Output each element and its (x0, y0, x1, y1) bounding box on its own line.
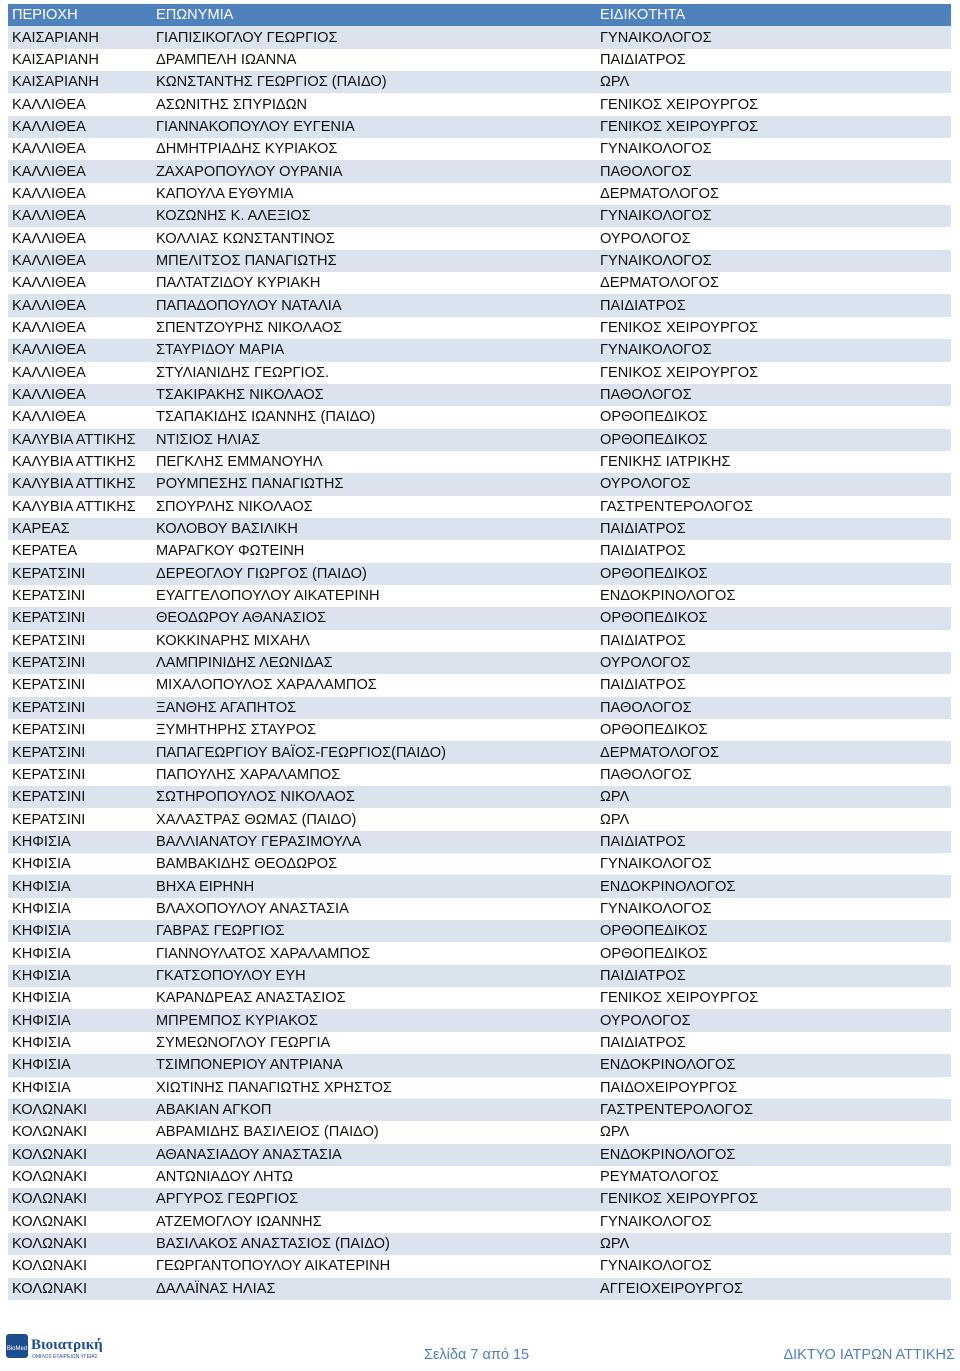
cell-name: ΘΕΟΔΩΡΟΥ ΑΘΑΝΑΣΙΟΣ (152, 607, 596, 629)
cell-name: ΜΙΧΑΛΟΠΟΥΛΟΣ ΧΑΡΑΛΑΜΠΟΣ (152, 674, 596, 696)
cell-area: ΚΕΡΑΤΣΙΝΙ (8, 563, 152, 585)
network-label: ΔΙΚΤΥΟ ΙΑΤΡΩΝ ΑΤΤΙΚΗΣ (783, 1347, 955, 1363)
table-row (8, 697, 951, 719)
cell-specialty: ΟΡΘΟΠΕΔΙΚΟΣ (596, 942, 951, 964)
cell-name: ΒΛΑΧΟΠΟΥΛΟΥ ΑΝΑΣΤΑΣΙΑ (152, 898, 596, 920)
table-row (8, 473, 951, 495)
cell-area: ΚΑΙΣΑΡΙΑΝΗ (8, 71, 152, 93)
cell-area: ΚΕΡΑΤΣΙΝΙ (8, 630, 152, 652)
cell-area: ΚΑΛΥΒΙΑ ΑΤΤΙΚΗΣ (8, 451, 152, 473)
table-row (8, 339, 951, 361)
cell-area: ΚΗΦΙΣΙΑ (8, 1077, 152, 1099)
table-row (8, 831, 951, 853)
cell-name: ΓΙΑΝΝΟΥΛΑΤΟΣ ΧΑΡΑΛΑΜΠΟΣ (152, 942, 596, 964)
cell-name: ΚΑΡΑΝΔΡΕΑΣ ΑΝΑΣΤΑΣΙΟΣ (152, 987, 596, 1009)
cell-name: ΧΑΛΑΣΤΡΑΣ ΘΩΜΑΣ (ΠΑΙΔΟ) (152, 808, 596, 830)
cell-specialty: ΓΑΣΤΡΕΝΤΕΡΟΛΟΓΟΣ (596, 1099, 951, 1121)
cell-specialty: ΓΕΝΙΚΟΣ ΧΕΙΡΟΥΡΓΟΣ (596, 317, 951, 339)
cell-name: ΒΑΜΒΑΚΙΔΗΣ ΘΕΟΔΩΡΟΣ (152, 853, 596, 875)
cell-area: ΚΕΡΑΤΣΙΝΙ (8, 786, 152, 808)
cell-specialty: ΠΑΙΔΙΑΤΡΟΣ (596, 49, 951, 71)
cell-area: ΚΟΛΩΝΑΚΙ (8, 1278, 152, 1300)
cell-area: ΚΑΛΛΙΘΕΑ (8, 362, 152, 384)
cell-name: ΣΩΤΗΡΟΠΟΥΛΟΣ ΝΙΚΟΛΑΟΣ (152, 786, 596, 808)
logo-mark-text: BioMed (6, 1346, 28, 1352)
cell-name: ΜΠΕΛΙΤΣΟΣ ΠΑΝΑΓΙΩΤΗΣ (152, 250, 596, 272)
table-row (8, 630, 951, 652)
cell-specialty: ΩΡΛ (596, 1121, 951, 1143)
table-row (8, 1144, 951, 1166)
cell-name: ΣΠΕΝΤΖΟΥΡΗΣ ΝΙΚΟΛΑΟΣ (152, 317, 596, 339)
table-row (8, 1077, 951, 1099)
logo-text: Βιοιατρική (31, 1337, 103, 1353)
cell-name: ΤΣΙΜΠΟΝΕΡΙΟΥ ΑΝΤΡΙΑΝΑ (152, 1054, 596, 1076)
doctor-directory-table (8, 4, 951, 1300)
cell-area: ΚΗΦΙΣΙΑ (8, 1054, 152, 1076)
cell-area: ΚΟΛΩΝΑΚΙ (8, 1233, 152, 1255)
cell-specialty: ΠΑΙΔΙΑΤΡΟΣ (596, 294, 951, 316)
cell-name: ΠΕΓΚΛΗΣ ΕΜΜΑΝΟΥΗΛ (152, 451, 596, 473)
cell-name: ΣΠΟΥΡΛΗΣ ΝΙΚΟΛΑΟΣ (152, 496, 596, 518)
cell-specialty: ΠΑΘΟΛΟΓΟΣ (596, 384, 951, 406)
cell-specialty: ΠΑΙΔΟΧΕΙΡΟΥΡΓΟΣ (596, 1077, 951, 1099)
header-specialty: ΕΙΔΙΚΟΤΗΤΑ (596, 4, 951, 26)
table-row (8, 1233, 951, 1255)
table-row (8, 294, 951, 316)
table-row (8, 585, 951, 607)
cell-name: ΒΗΧΑ ΕΙΡΗΝΗ (152, 875, 596, 897)
cell-name: ΞΥΜΗΤΗΡΗΣ ΣΤΑΥΡΟΣ (152, 719, 596, 741)
table-row (8, 652, 951, 674)
cell-area: ΚΕΡΑΤΣΙΝΙ (8, 585, 152, 607)
cell-area: ΚΑΙΣΑΡΙΑΝΗ (8, 26, 152, 48)
table-row (8, 518, 951, 540)
table-row (8, 317, 951, 339)
cell-specialty: ΠΑΙΔΙΑΤΡΟΣ (596, 630, 951, 652)
cell-name: ΣΤΥΛΙΑΝΙΔΗΣ ΓΕΩΡΓΙΟΣ. (152, 362, 596, 384)
cell-specialty: ΟΡΘΟΠΕΔΙΚΟΣ (596, 607, 951, 629)
table-row (8, 1255, 951, 1277)
cell-name: ΓΙΑΝΝΑΚΟΠΟΥΛΟΥ ΕΥΓΕΝΙΑ (152, 116, 596, 138)
cell-area: ΚΑΛΛΙΘΕΑ (8, 227, 152, 249)
table-row (8, 1166, 951, 1188)
cell-name: ΕΥΑΓΓΕΛΟΠΟΥΛΟΥ ΑΙΚΑΤΕΡΙΝΗ (152, 585, 596, 607)
cell-specialty: ΠΑΙΔΙΑΤΡΟΣ (596, 674, 951, 696)
cell-area: ΚΗΦΙΣΙΑ (8, 898, 152, 920)
table-body (8, 26, 951, 1300)
cell-specialty: ΓΥΝΑΙΚΟΛΟΓΟΣ (596, 138, 951, 160)
cell-specialty: ΩΡΛ (596, 71, 951, 93)
cell-specialty: ΓΥΝΑΙΚΟΛΟΓΟΣ (596, 898, 951, 920)
cell-name: ΚΟΚΚΙΝΑΡΗΣ ΜΙΧΑΗΛ (152, 630, 596, 652)
cell-name: ΑΝΤΩΝΙΑΔΟΥ ΛΗΤΩ (152, 1166, 596, 1188)
cell-name: ΠΑΠΑΔΟΠΟΥΛΟΥ ΝΑΤΑΛΙΑ (152, 294, 596, 316)
cell-area: ΚΑΛΛΙΘΕΑ (8, 160, 152, 182)
header-name: ΕΠΩΝΥΜΙΑ (152, 4, 596, 26)
cell-name: ΡΟΥΜΠΕΣΗΣ ΠΑΝΑΓΙΩΤΗΣ (152, 473, 596, 495)
cell-name: ΚΑΠΟΥΛΑ ΕΥΘΥΜΙΑ (152, 183, 596, 205)
cell-name: ΒΑΣΙΛΑΚΟΣ ΑΝΑΣΤΑΣΙΟΣ (ΠΑΙΔΟ) (152, 1233, 596, 1255)
cell-specialty: ΕΝΔΟΚΡΙΝΟΛΟΓΟΣ (596, 1054, 951, 1076)
cell-specialty: ΟΡΘΟΠΕΔΙΚΟΣ (596, 429, 951, 451)
cell-area: ΚΑΛΛΙΘΕΑ (8, 339, 152, 361)
table-row (8, 1278, 951, 1300)
table-row (8, 764, 951, 786)
table-row (8, 205, 951, 227)
cell-area: ΚΗΦΙΣΙΑ (8, 942, 152, 964)
cell-area: ΚΕΡΑΤΣΙΝΙ (8, 652, 152, 674)
cell-name: ΑΒΡΑΜΙΔΗΣ ΒΑΣΙΛΕΙΟΣ (ΠΑΙΔΟ) (152, 1121, 596, 1143)
table-row (8, 540, 951, 562)
cell-area: ΚΟΛΩΝΑΚΙ (8, 1188, 152, 1210)
table-row (8, 674, 951, 696)
table-row (8, 384, 951, 406)
table-row (8, 429, 951, 451)
table-row (8, 563, 951, 585)
cell-specialty: ΠΑΘΟΛΟΓΟΣ (596, 697, 951, 719)
cell-specialty: ΔΕΡΜΑΤΟΛΟΓΟΣ (596, 272, 951, 294)
cell-specialty: ΠΑΙΔΙΑΤΡΟΣ (596, 540, 951, 562)
table-row (8, 93, 951, 115)
table-row (8, 116, 951, 138)
cell-specialty: ΓΥΝΑΙΚΟΛΟΓΟΣ (596, 26, 951, 48)
table-row (8, 719, 951, 741)
cell-area: ΚΟΛΩΝΑΚΙ (8, 1255, 152, 1277)
cell-specialty: ΩΡΛ (596, 808, 951, 830)
cell-area: ΚΕΡΑΤΣΙΝΙ (8, 808, 152, 830)
cell-name: ΚΟΛΛΙΑΣ ΚΩΝΣΤΑΝΤΙΝΟΣ (152, 227, 596, 249)
cell-specialty: ΩΡΛ (596, 1233, 951, 1255)
cell-name: ΠΑΛΤΑΤΖΙΔΟΥ ΚΥΡΙΑΚΗ (152, 272, 596, 294)
table-row (8, 1099, 951, 1121)
cell-name: ΓΚΑΤΣΟΠΟΥΛΟΥ ΕΥΗ (152, 965, 596, 987)
cell-specialty: ΟΥΡΟΛΟΓΟΣ (596, 1009, 951, 1031)
cell-area: ΚΟΛΩΝΑΚΙ (8, 1211, 152, 1233)
cell-area: ΚΑΛΛΙΘΕΑ (8, 384, 152, 406)
cell-name: ΤΣΑΚΙΡΑΚΗΣ ΝΙΚΟΛΑΟΣ (152, 384, 596, 406)
cell-area: ΚΑΛΛΙΘΕΑ (8, 406, 152, 428)
cell-specialty: ΡΕΥΜΑΤΟΛΟΓΟΣ (596, 1166, 951, 1188)
table-row (8, 272, 951, 294)
bioiatriki-logo (4, 1328, 104, 1366)
cell-specialty: ΠΑΙΔΙΑΤΡΟΣ (596, 1032, 951, 1054)
cell-name: ΣΤΑΥΡΙΔΟΥ ΜΑΡΙΑ (152, 339, 596, 361)
cell-name: ΛΑΜΠΡΙΝΙΔΗΣ ΛΕΩΝΙΔΑΣ (152, 652, 596, 674)
cell-specialty: ΓΥΝΑΙΚΟΛΟΓΟΣ (596, 250, 951, 272)
table-row (8, 853, 951, 875)
cell-area: ΚΑΛΛΙΘΕΑ (8, 205, 152, 227)
cell-area: ΚΗΦΙΣΙΑ (8, 853, 152, 875)
table-row (8, 607, 951, 629)
cell-specialty: ΟΡΘΟΠΕΔΙΚΟΣ (596, 563, 951, 585)
cell-area: ΚΕΡΑΤΣΙΝΙ (8, 764, 152, 786)
cell-specialty: ΓΥΝΑΙΚΟΛΟΓΟΣ (596, 1211, 951, 1233)
cell-specialty: ΟΥΡΟΛΟΓΟΣ (596, 227, 951, 249)
cell-specialty: ΕΝΔΟΚΡΙΝΟΛΟΓΟΣ (596, 1144, 951, 1166)
cell-name: ΔΑΛΑΪΝΑΣ ΗΛΙΑΣ (152, 1278, 596, 1300)
cell-name: ΠΑΠΑΓΕΩΡΓΙΟΥ ΒΑΪΟΣ-ΓΕΩΡΓΙΟΣ(ΠΑΙΔΟ) (152, 741, 596, 763)
cell-area: ΚΑΛΛΙΘΕΑ (8, 250, 152, 272)
table-row (8, 1121, 951, 1143)
cell-specialty: ΔΕΡΜΑΤΟΛΟΓΟΣ (596, 741, 951, 763)
cell-name: ΣΥΜΕΩΝΟΓΛΟΥ ΓΕΩΡΓΙΑ (152, 1032, 596, 1054)
table-row (8, 898, 951, 920)
cell-specialty: ΓΕΝΙΚΟΣ ΧΕΙΡΟΥΡΓΟΣ (596, 362, 951, 384)
cell-name: ΜΑΡΑΓΚΟΥ ΦΩΤΕΙΝΗ (152, 540, 596, 562)
cell-name: ΑΣΩΝΙΤΗΣ ΣΠΥΡΙΔΩΝ (152, 93, 596, 115)
table-row (8, 49, 951, 71)
cell-specialty: ΠΑΘΟΛΟΓΟΣ (596, 160, 951, 182)
cell-name: ΚΟΖΩΝΗΣ Κ. ΑΛΕΞΙΟΣ (152, 205, 596, 227)
cell-area: ΚΟΛΩΝΑΚΙ (8, 1144, 152, 1166)
cell-name: ΔΗΜΗΤΡΙΑΔΗΣ ΚΥΡΙΑΚΟΣ (152, 138, 596, 160)
cell-area: ΚΗΦΙΣΙΑ (8, 965, 152, 987)
cell-area: ΚΕΡΑΤΣΙΝΙ (8, 719, 152, 741)
cell-specialty: ΟΡΘΟΠΕΔΙΚΟΣ (596, 406, 951, 428)
cell-area: ΚΕΡΑΤΕΑ (8, 540, 152, 562)
cell-specialty: ΟΡΘΟΠΕΔΙΚΟΣ (596, 920, 951, 942)
cell-area: ΚΕΡΑΤΣΙΝΙ (8, 674, 152, 696)
table-row (8, 451, 951, 473)
cell-area: ΚΟΛΩΝΑΚΙ (8, 1121, 152, 1143)
table-row (8, 362, 951, 384)
cell-name: ΓΑΒΡΑΣ ΓΕΩΡΓΙΟΣ (152, 920, 596, 942)
cell-name: ΑΡΓΥΡΟΣ ΓΕΩΡΓΙΟΣ (152, 1188, 596, 1210)
cell-name: ΝΤΙΣΙΟΣ ΗΛΙΑΣ (152, 429, 596, 451)
cell-area: ΚΑΛΛΙΘΕΑ (8, 116, 152, 138)
cell-area: ΚΗΦΙΣΙΑ (8, 987, 152, 1009)
table-row (8, 987, 951, 1009)
table-row (8, 1054, 951, 1076)
cell-name: ΑΘΑΝΑΣΙΑΔΟΥ ΑΝΑΣΤΑΣΙΑ (152, 1144, 596, 1166)
table-row (8, 406, 951, 428)
cell-name: ΚΩΝΣΤΑΝΤΗΣ ΓΕΩΡΓΙΟΣ (ΠΑΙΔΟ) (152, 71, 596, 93)
table-row (8, 965, 951, 987)
cell-name: ΔΕΡΕΟΓΛΟΥ ΓΙΩΡΓΟΣ (ΠΑΙΔΟ) (152, 563, 596, 585)
cell-specialty: ΑΓΓΕΙΟΧΕΙΡΟΥΡΓΟΣ (596, 1278, 951, 1300)
cell-area: ΚΕΡΑΤΣΙΝΙ (8, 607, 152, 629)
cell-area: ΚΕΡΑΤΣΙΝΙ (8, 697, 152, 719)
cell-specialty: ΟΥΡΟΛΟΓΟΣ (596, 652, 951, 674)
cell-specialty: ΕΝΔΟΚΡΙΝΟΛΟΓΟΣ (596, 875, 951, 897)
cell-area: ΚΑΛΛΙΘΕΑ (8, 93, 152, 115)
cell-specialty: ΓΥΝΑΙΚΟΛΟΓΟΣ (596, 339, 951, 361)
cell-specialty: ΓΥΝΑΙΚΟΛΟΓΟΣ (596, 853, 951, 875)
header-row (8, 4, 951, 26)
cell-area: ΚΑΙΣΑΡΙΑΝΗ (8, 49, 152, 71)
table-row (8, 1032, 951, 1054)
cell-area: ΚΟΛΩΝΑΚΙ (8, 1166, 152, 1188)
cell-area: ΚΗΦΙΣΙΑ (8, 1009, 152, 1031)
cell-specialty: ΓΕΝΙΚΗΣ ΙΑΤΡΙΚΗΣ (596, 451, 951, 473)
cell-area: ΚΑΛΥΒΙΑ ΑΤΤΙΚΗΣ (8, 429, 152, 451)
header-area: ΠΕΡΙΟΧΗ (8, 4, 152, 26)
cell-name: ΚΟΛΟΒΟΥ ΒΑΣΙΛΙΚΗ (152, 518, 596, 540)
cell-area: ΚΗΦΙΣΙΑ (8, 1032, 152, 1054)
cell-specialty: ΠΑΘΟΛΟΓΟΣ (596, 764, 951, 786)
cell-name: ΓΙΑΠΙΣΙΚΟΓΛΟΥ ΓΕΩΡΓΙΟΣ (152, 26, 596, 48)
cell-name: ΤΣΑΠΑΚΙΔΗΣ ΙΩΑΝΝΗΣ (ΠΑΙΔΟ) (152, 406, 596, 428)
cell-area: ΚΗΦΙΣΙΑ (8, 875, 152, 897)
cell-area: ΚΗΦΙΣΙΑ (8, 920, 152, 942)
cell-name: ΜΠΡΕΜΠΟΣ ΚΥΡΙΑΚΟΣ (152, 1009, 596, 1031)
cell-area: ΚΗΦΙΣΙΑ (8, 831, 152, 853)
table-row (8, 71, 951, 93)
cell-specialty: ΠΑΙΔΙΑΤΡΟΣ (596, 518, 951, 540)
table-row (8, 920, 951, 942)
cell-specialty: ΓΥΝΑΙΚΟΛΟΓΟΣ (596, 205, 951, 227)
table-row (8, 160, 951, 182)
cell-area: ΚΑΛΛΙΘΕΑ (8, 317, 152, 339)
cell-specialty: ΓΕΝΙΚΟΣ ΧΕΙΡΟΥΡΓΟΣ (596, 116, 951, 138)
table-row (8, 741, 951, 763)
table-row (8, 786, 951, 808)
table-row (8, 942, 951, 964)
table-row (8, 26, 951, 48)
table-header (8, 4, 951, 26)
cell-specialty: ΓΕΝΙΚΟΣ ΧΕΙΡΟΥΡΓΟΣ (596, 1188, 951, 1210)
cell-name: ΑΒΑΚΙΑΝ ΑΓΚΟΠ (152, 1099, 596, 1121)
cell-area: ΚΑΛΥΒΙΑ ΑΤΤΙΚΗΣ (8, 496, 152, 518)
cell-area: ΚΑΡΕΑΣ (8, 518, 152, 540)
cell-specialty: ΓΥΝΑΙΚΟΛΟΓΟΣ (596, 1255, 951, 1277)
cell-area: ΚΕΡΑΤΣΙΝΙ (8, 741, 152, 763)
cell-area: ΚΟΛΩΝΑΚΙ (8, 1099, 152, 1121)
table-row (8, 496, 951, 518)
table-row (8, 875, 951, 897)
table-row (8, 808, 951, 830)
cell-specialty: ΔΕΡΜΑΤΟΛΟΓΟΣ (596, 183, 951, 205)
page-number: Σελίδα 7 από 15 (424, 1347, 530, 1363)
cell-name: ΖΑΧΑΡΟΠΟΥΛΟΥ ΟΥΡΑΝΙΑ (152, 160, 596, 182)
cell-name: ΑΤΖΕΜΟΓΛΟΥ ΙΩΑΝΝΗΣ (152, 1211, 596, 1233)
cell-specialty: ΓΕΝΙΚΟΣ ΧΕΙΡΟΥΡΓΟΣ (596, 987, 951, 1009)
cell-specialty: ΓΑΣΤΡΕΝΤΕΡΟΛΟΓΟΣ (596, 496, 951, 518)
cell-specialty: ΕΝΔΟΚΡΙΝΟΛΟΓΟΣ (596, 585, 951, 607)
cell-specialty: ΠΑΙΔΙΑΤΡΟΣ (596, 965, 951, 987)
table-row (8, 183, 951, 205)
cell-name: ΒΑΛΛΙΑΝΑΤΟΥ ΓΕΡΑΣΙΜΟΥΛΑ (152, 831, 596, 853)
cell-name: ΞΑΝΘΗΣ ΑΓΑΠΗΤΟΣ (152, 697, 596, 719)
cell-name: ΠΑΠΟΥΛΗΣ ΧΑΡΑΛΑΜΠΟΣ (152, 764, 596, 786)
cell-name: ΧΙΩΤΙΝΗΣ ΠΑΝΑΓΙΩΤΗΣ ΧΡΗΣΤΟΣ (152, 1077, 596, 1099)
table-row (8, 138, 951, 160)
cell-area: ΚΑΛΛΙΘΕΑ (8, 272, 152, 294)
cell-area: ΚΑΛΛΙΘΕΑ (8, 294, 152, 316)
table-row (8, 1188, 951, 1210)
cell-specialty: ΓΕΝΙΚΟΣ ΧΕΙΡΟΥΡΓΟΣ (596, 93, 951, 115)
cell-specialty: ΟΥΡΟΛΟΓΟΣ (596, 473, 951, 495)
cell-area: ΚΑΛΥΒΙΑ ΑΤΤΙΚΗΣ (8, 473, 152, 495)
table-row (8, 1009, 951, 1031)
cell-area: ΚΑΛΛΙΘΕΑ (8, 183, 152, 205)
table-row (8, 1211, 951, 1233)
cell-area: ΚΑΛΛΙΘΕΑ (8, 138, 152, 160)
cell-specialty: ΠΑΙΔΙΑΤΡΟΣ (596, 831, 951, 853)
cell-name: ΓΕΩΡΓΑΝΤΟΠΟΥΛΟΥ ΑΙΚΑΤΕΡΙΝΗ (152, 1255, 596, 1277)
logo-subtext: ΟΜΙΛΟΣ ΕΤΑΙΡΕΙΩΝ ΥΓΕΙΑΣ (32, 1354, 98, 1360)
cell-name: ΔΡΑΜΠΕΛΗ ΙΩΑΝΝΑ (152, 49, 596, 71)
cell-specialty: ΩΡΛ (596, 786, 951, 808)
cell-specialty: ΟΡΘΟΠΕΔΙΚΟΣ (596, 719, 951, 741)
table-row (8, 227, 951, 249)
table-row (8, 250, 951, 272)
